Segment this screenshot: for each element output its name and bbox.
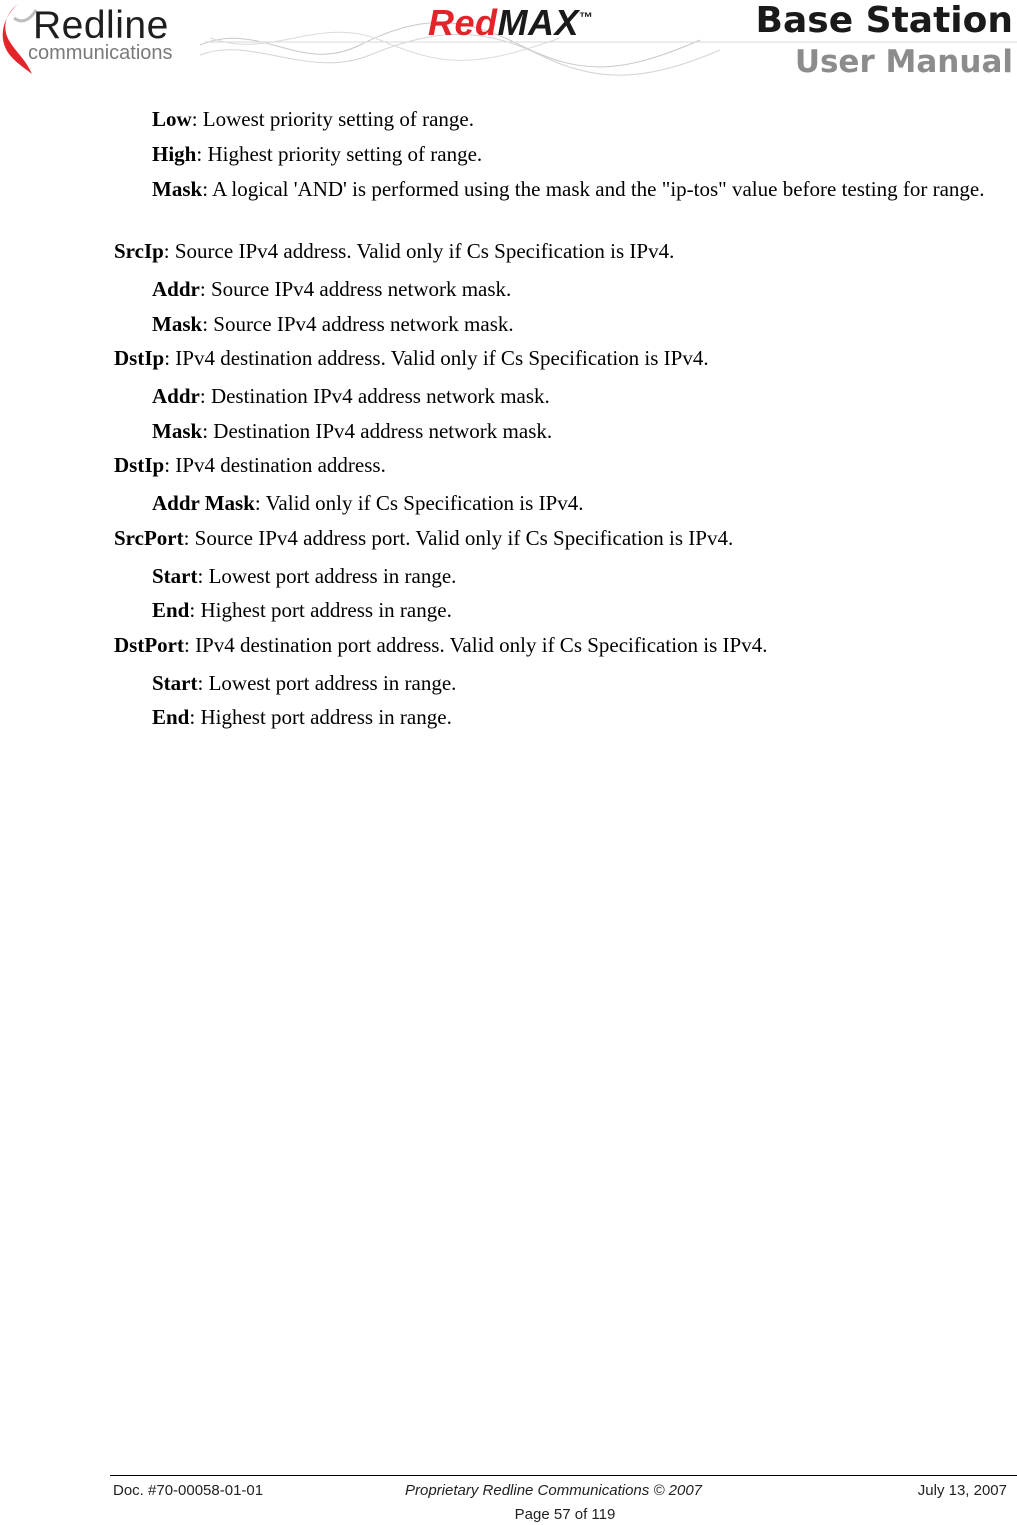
term: Addr: [152, 277, 200, 301]
definition: : Lowest priority setting of range.: [191, 107, 474, 131]
product-name-red: Red: [428, 2, 498, 43]
definition: : IPv4 destination address. Valid only if Cs Specification is IPv4.: [164, 346, 709, 370]
term: SrcIp: [114, 239, 164, 263]
term: Start: [152, 564, 198, 588]
definition-item: [152, 107, 474, 131]
definition: : Lowest port address in range.: [197, 671, 457, 695]
definition-item: [114, 633, 767, 657]
term: SrcPort: [114, 526, 184, 550]
definition-item: [152, 671, 456, 695]
trademark: ™: [579, 9, 594, 25]
footer-proprietary: Proprietary Redline Communications © 2007: [405, 1482, 703, 1499]
term: Addr: [152, 384, 200, 408]
logo-subtitle: communications: [28, 42, 173, 64]
page-header: [0, 0, 1017, 85]
definition: : Destination IPv4 address network mask.: [199, 384, 550, 408]
definition-item: [152, 177, 1013, 201]
term: End: [152, 705, 190, 729]
manual-title: Base Station: [755, 0, 1013, 41]
definition: : Destination IPv4 address network mask.: [202, 419, 553, 443]
definition-item: [152, 598, 452, 622]
definition: : Highest port address in range.: [189, 705, 452, 729]
definition: : Source IPv4 address port. Valid only if Cs Specification is IPv4.: [183, 526, 734, 550]
manual-subtitle: User Manual: [794, 44, 1013, 80]
definition: : Source IPv4 address network mask.: [199, 277, 512, 301]
term: DstPort: [114, 633, 184, 657]
term: End: [152, 598, 190, 622]
definition: : IPv4 destination address.: [164, 453, 386, 477]
footer-doc-number: Doc. #70-00058-01-01: [113, 1482, 264, 1499]
definition: : Source IPv4 address. Valid only if Cs Specification is IPv4.: [163, 239, 675, 263]
definition-item: [114, 526, 733, 550]
definition-item: [152, 705, 452, 729]
definition-item: [152, 564, 456, 588]
definition-item: [152, 419, 552, 443]
product-name: [428, 2, 594, 44]
definition-item: [152, 491, 584, 515]
term: Addr Mask: [152, 491, 255, 515]
definition-item: [114, 239, 674, 263]
term: Mask: [152, 419, 203, 443]
footer-page-number: Page 57 of 119: [514, 1506, 616, 1523]
definition: : Highest priority setting of range.: [196, 142, 483, 166]
definition: : IPv4 destination port address. Valid only if Cs Specification is IPv4.: [183, 633, 768, 657]
definition-item: [152, 142, 482, 166]
definition: : Valid only if Cs Specification is IPv4.: [254, 491, 584, 515]
definition-item: [114, 346, 709, 370]
term: DstIp: [114, 346, 165, 370]
term: DstIp: [114, 453, 165, 477]
definition: : Lowest port address in range.: [197, 564, 457, 588]
definition: : A logical 'AND' is performed using the mask and the "ip-tos" value before testing for range.: [202, 177, 985, 201]
footer-divider: [110, 1475, 1017, 1476]
footer-date: July 13, 2007: [917, 1482, 1007, 1499]
logo-wordmark: Redline: [33, 4, 169, 47]
term: High: [152, 142, 197, 166]
definition: : Source IPv4 address network mask.: [202, 312, 514, 336]
definition-item: [114, 453, 386, 477]
product-name-max: MAX: [497, 2, 580, 43]
term: Low: [152, 107, 192, 131]
term: Mask: [152, 312, 203, 336]
term: Mask: [152, 177, 203, 201]
definition-item: [152, 384, 550, 408]
definition-item: [152, 277, 511, 301]
redline-logo: [0, 0, 210, 80]
term: Start: [152, 671, 198, 695]
definition: : Highest port address in range.: [189, 598, 452, 622]
definition-item: [152, 312, 514, 336]
